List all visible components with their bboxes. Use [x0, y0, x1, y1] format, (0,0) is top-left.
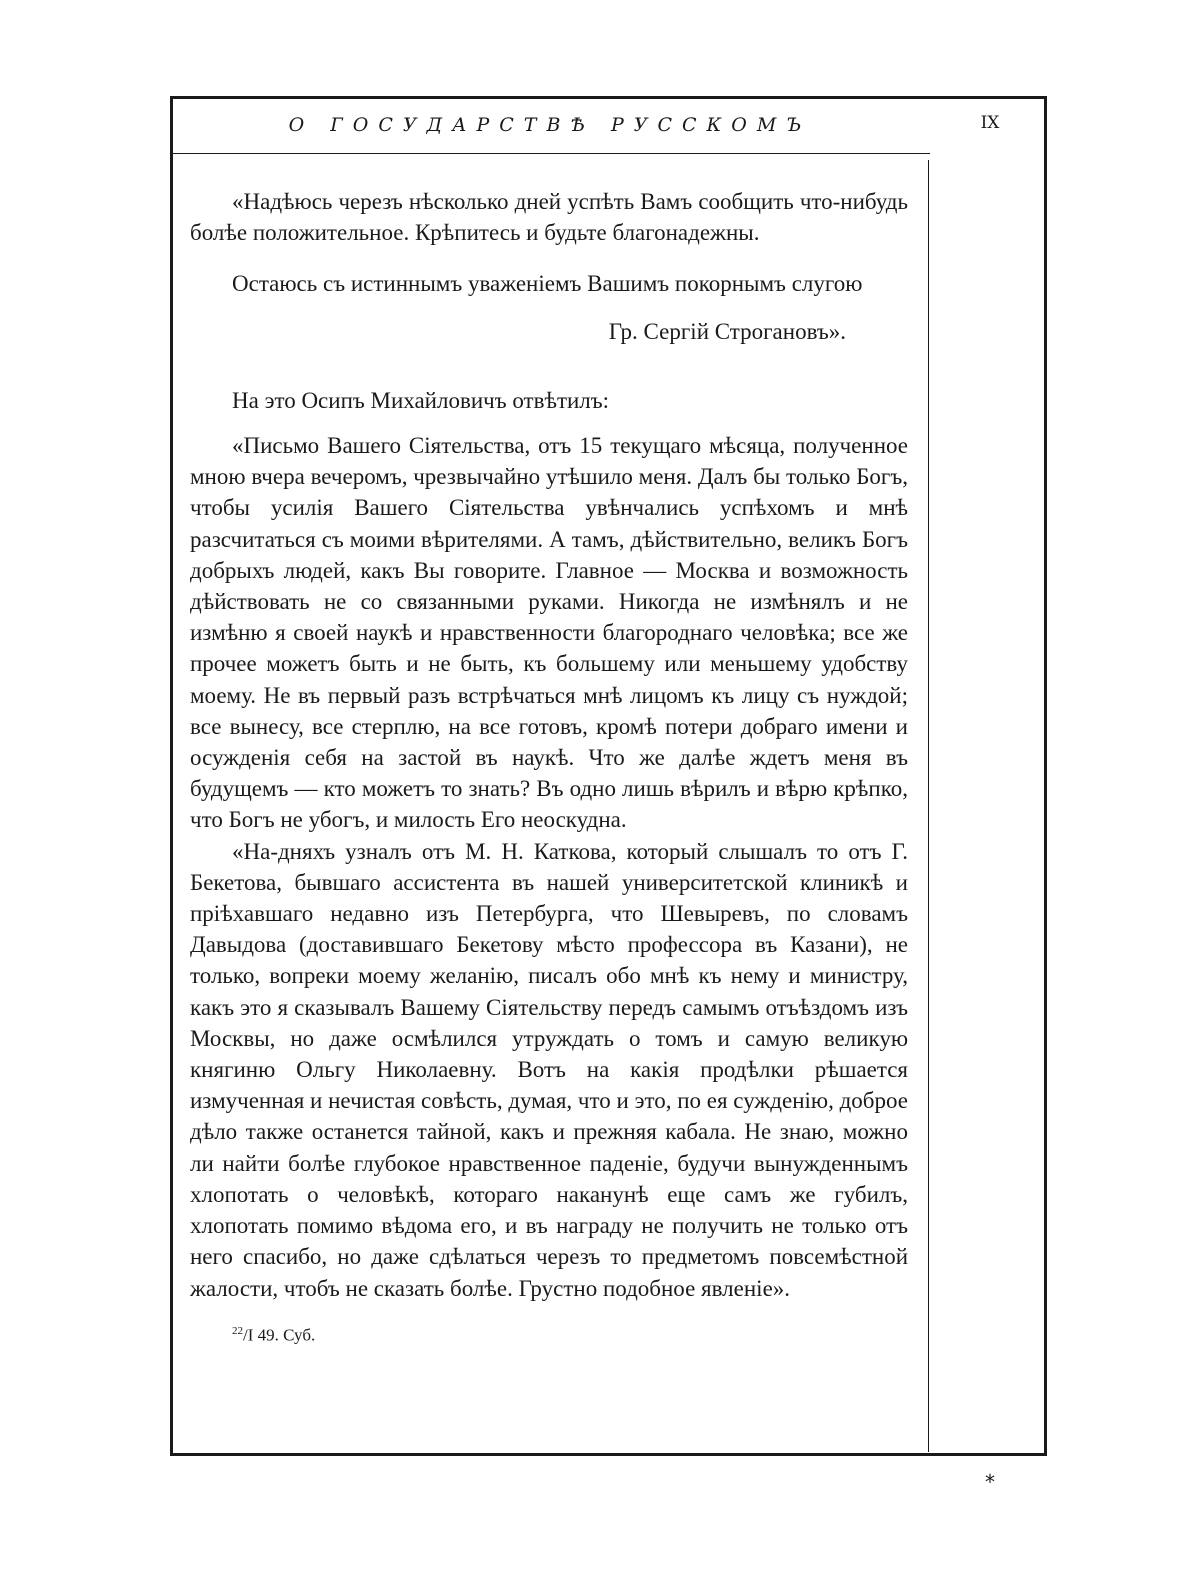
page-number: IX [980, 113, 1000, 133]
header-rule [170, 153, 930, 154]
signature: Гр. Сергій Строгановъ». [608, 318, 846, 344]
running-title: О ГОСУДАРСТВѢ РУССКОМЪ [288, 114, 812, 136]
footer-asterisk: * [985, 1470, 995, 1494]
date-text: /I 49. Суб. [243, 1325, 316, 1345]
date-line [190, 1316, 908, 1351]
paragraph-5: «На-дняхъ узналъ отъ М. Н. Каткова, который слышалъ то отъ Г. Бекетова, бывшаго ассистента въ нашей университетской клиникѣ и пріѣхавшаго недавно изъ Петербурга, что Шевыревъ, по словамъ Давыдова (доставившаго Бекетову мѣсто профессора въ Казани), не только, вопреки моему желанію, писалъ обо мнѣ къ нему и министру, какъ это я сказывалъ Вашему Сіятельству передъ самымъ отъѣздомъ изъ Москвы, но даже осмѣлился утруждать о томъ и самую великую княгиню Ольгу Николаевну. Вотъ на какія продѣлки рѣшается измученная и нечистая совѣсть, думая, что и это, по ея сужденію, доброе дѣло также останется тайной, какъ и прежняя кабала. Не знаю, можно ли найти болѣе глубокое нравственное паденіе, будучи вынужденнымъ хлопотать о человѣкѣ, котораго наканунѣ еще самъ же губилъ, хлопотать помимо вѣдома его, и въ награду не получить не только отъ него спасибо, но даже сдѣлаться черезъ то предметомъ повсемѣстной жалости, чтобъ не сказать болѣе. Грустно подобное явленіе». [190, 838, 908, 1301]
margin-rule [928, 160, 929, 1452]
paragraph-4: «Письмо Вашего Сіятельства, отъ 15 текущаго мѣсяца, полученное мною вчера вечеромъ, чрезвычайно утѣшило меня. Далъ бы только Богъ, чтобы усилія Вашего Сіятельства увѣнчались успѣхомъ и мнѣ разсчитаться съ моими вѣрителями. А тамъ, дѣйствительно, великъ Богъ добрыхъ людей, какъ Вы говорите. Главное — Москва и возможность дѣйствовать не со связанными руками. Никогда не измѣнялъ и не измѣню я своей наукѣ и нравственности благороднаго человѣка; все же прочее можетъ быть и не быть, къ большему или меньшему удобству моему. Не въ первый разъ встрѣчаться мнѣ лицомъ къ лицу съ нуждой; все вынесу, все стерплю, на все готовъ, кромѣ потери добраго имени и осужденія себя на застой въ наукѣ. Что же далѣе ждетъ меня въ будущемъ — кто можетъ то знать? Въ одно лишь вѣрилъ и вѣрю крѣпко, что Богъ не убогъ, и милость Его неоскудна. [190, 433, 908, 833]
date-superscript: 22 [232, 1324, 243, 1337]
paragraph-2: Остаюсь съ истиннымъ уваженіемъ Вашимъ покорнымъ слугою [232, 271, 863, 297]
paragraph-3: На это Осипъ Михайловичъ отвѣтилъ: [232, 387, 610, 413]
body-text [190, 186, 908, 1351]
paragraph-1: «Надѣюсь черезъ нѣсколько дней успѣть Вамъ сообщить что-нибудь болѣе положительное. Крѣпитесь и будьте благонадежны. [190, 189, 908, 246]
